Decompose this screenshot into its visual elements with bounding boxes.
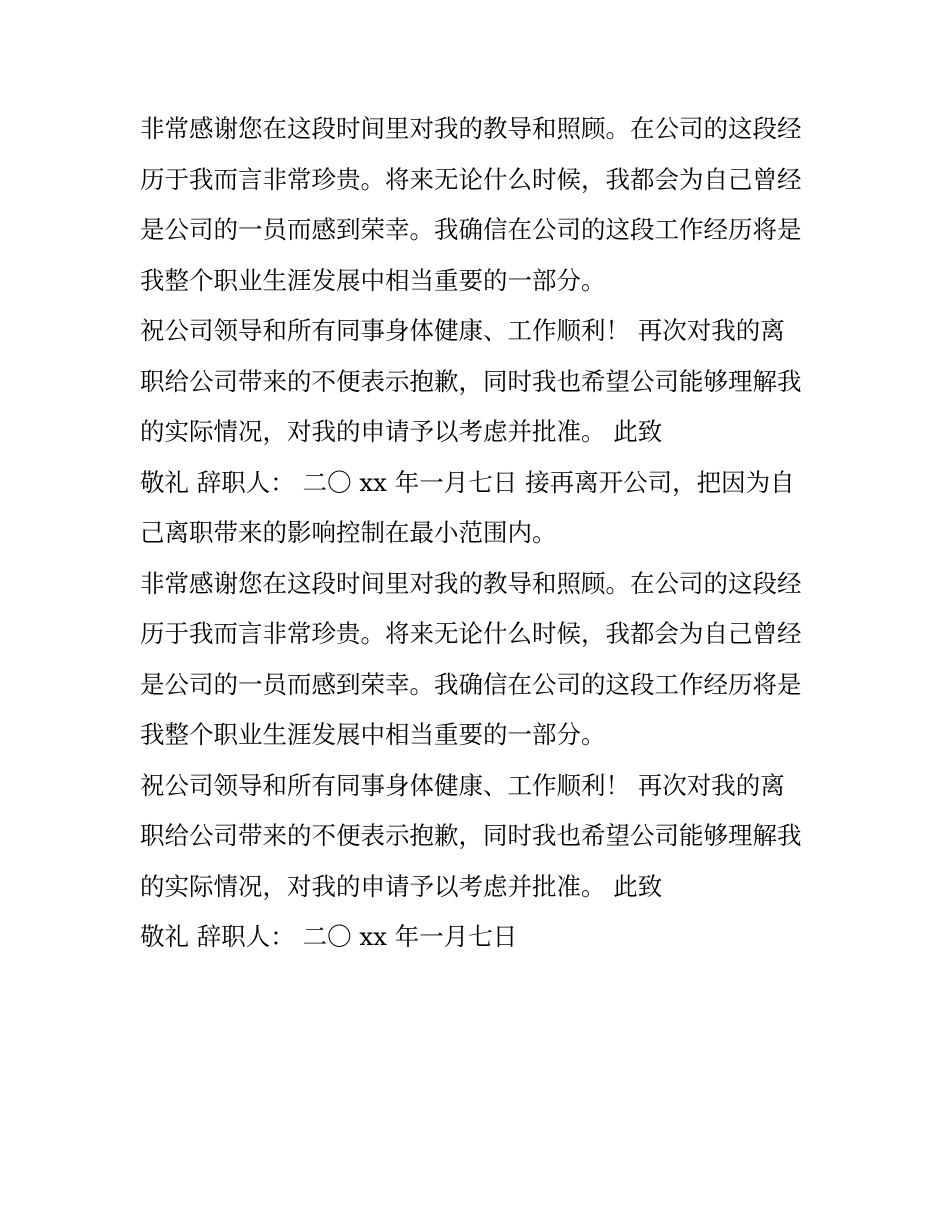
- text-line: 职给公司带来的不便表示抱歉，同时我也希望公司能够理解我: [140, 366, 802, 396]
- text-line: 我整个职业生涯发展中相当重要的一部分。: [140, 720, 606, 749]
- document-body: [140, 104, 820, 963]
- text-line: 历于我而言非常珍贵。将来无论什么时候，我都会为自己曾经: [140, 619, 802, 648]
- text-line: 非常感谢您在这段时间里对我的教导和照顾。在公司的这段经: [140, 568, 802, 598]
- text-line: 历于我而言非常珍贵。将来无论什么时候，我都会为自己曾经: [140, 164, 802, 194]
- text-line: 祝公司领导和所有同事身体健康、工作顺利！ 再次对我的离: [140, 770, 785, 800]
- text-line: 我整个职业生涯发展中相当重要的一部分。: [140, 265, 606, 295]
- text-line: 非常感谢您在这段时间里对我的教导和照顾。在公司的这段经: [140, 114, 802, 143]
- text-line: 的实际情况，对我的申请予以考虑并批准。 此致: [140, 871, 663, 901]
- text-line: 敬礼 辞职人： 二〇 xx 年一月七日: [140, 922, 518, 951]
- text-line: 是公司的一员而感到荣幸。我确信在公司的这段工作经历将是: [140, 669, 802, 699]
- text-line: 的实际情况，对我的申请予以考虑并批准。 此致: [140, 417, 663, 446]
- text-line: 敬礼 辞职人： 二〇 xx 年一月七日 接再离开公司，把因为自: [140, 467, 795, 497]
- text-line: 职给公司带来的不便表示抱歉，同时我也希望公司能够理解我: [140, 821, 802, 850]
- text-line: 己离职带来的影响控制在最小范围内。: [140, 518, 557, 547]
- text-line: 是公司的一员而感到荣幸。我确信在公司的这段工作经历将是: [140, 215, 802, 244]
- text-line: 祝公司领导和所有同事身体健康、工作顺利！ 再次对我的离: [140, 316, 785, 345]
